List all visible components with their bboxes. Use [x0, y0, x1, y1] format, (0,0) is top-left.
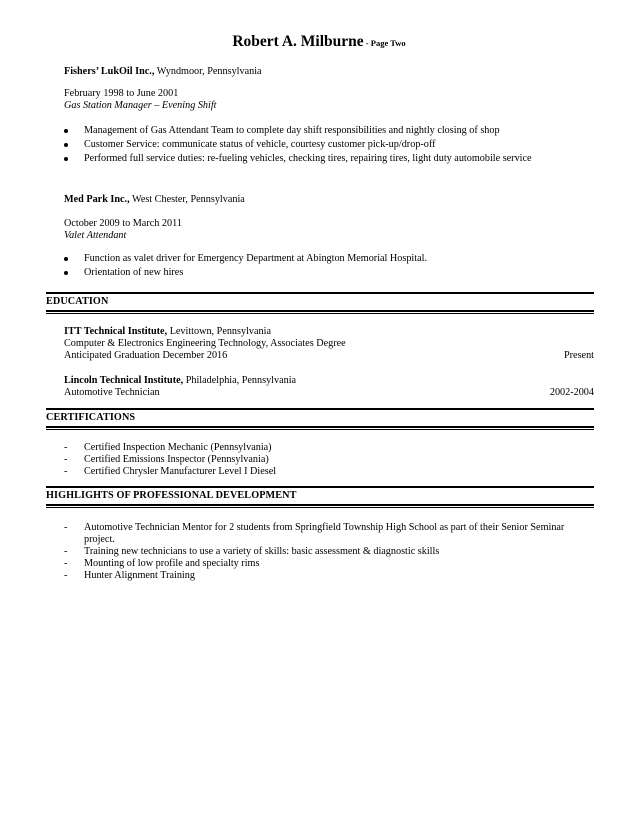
list-item: Function as valet driver for Emergency Department at Abington Memorial Hospital.: [64, 252, 594, 266]
dash-icon: -: [64, 442, 68, 453]
school-name: Lincoln Technical Institute,: [64, 375, 184, 386]
job-duties: [64, 124, 594, 166]
divider: [46, 310, 594, 312]
divider: [46, 429, 594, 430]
section-title: CERTIFICATIONS: [46, 412, 136, 423]
certifications-list: [64, 442, 594, 478]
school-program: Computer & Electronics Engineering Technology, Associates Degree: [64, 338, 346, 349]
bullet-icon: [64, 257, 68, 261]
divider: [46, 408, 594, 410]
candidate-name: Robert A. Milburne: [232, 33, 364, 50]
job-dates-block: [64, 218, 594, 242]
list-item: Management of Gas Attendant Team to complete day shift responsibilities and nightly closing of shop: [64, 124, 594, 138]
page-header: [0, 33, 638, 50]
divider: [46, 426, 594, 428]
list-item: Customer Service: communicate status of vehicle, courtesy customer pick-up/drop-off: [64, 138, 594, 152]
list-item: - Hunter Alignment Training: [64, 570, 195, 581]
company-location: West Chester, Pennsylvania: [129, 194, 245, 205]
education-entry: [64, 326, 594, 362]
dash-icon: -: [64, 454, 68, 465]
job-title: Gas Station Manager – Evening Shift: [64, 100, 217, 111]
school-date: Present: [564, 350, 594, 361]
dash-icon: -: [64, 522, 68, 533]
highlights-section-heading: [46, 486, 594, 508]
list-item: - Certified Inspection Mechanic (Pennsylvania): [64, 442, 272, 453]
page-number-label: - Page Two: [363, 38, 406, 48]
bullet-icon: [64, 271, 68, 275]
school-name: ITT Technical Institute,: [64, 326, 168, 337]
list-item: - Mounting of low profile and specialty rims: [64, 558, 260, 569]
divider: [46, 313, 594, 314]
school-detail: Anticipated Graduation December 2016: [64, 350, 228, 361]
dash-icon: -: [64, 546, 68, 557]
education-section-heading: [46, 292, 594, 314]
list-item: - Automotive Technician Mentor for 2 students from Springfield Township High School as part of their Senior Seminar project.: [64, 522, 565, 545]
certifications-section-heading: [46, 408, 594, 430]
list-item: - Training new technicians to use a variety of skills: basic assessment & diagnostic skills: [64, 546, 440, 557]
job-entry: [64, 194, 594, 206]
list-item: Orientation of new hires: [64, 266, 594, 280]
company-name: Med Park Inc.,: [64, 194, 130, 205]
company-location: Wyndmoor, Pennsylvania: [154, 66, 262, 77]
section-title: EDUCATION: [46, 296, 109, 307]
school-location: Levittown, Pennsylvania: [167, 326, 271, 337]
school-date: 2002-2004: [549, 387, 594, 398]
job-duties: [64, 252, 594, 280]
divider: [46, 507, 594, 508]
dash-icon: -: [64, 466, 68, 477]
company-name: Fishers’ LukOil Inc.,: [64, 66, 155, 77]
job-dates: February 1998 to June 2001: [64, 88, 179, 99]
job-title: Valet Attendant: [64, 230, 127, 241]
job-dates: October 2009 to March 2011: [64, 218, 182, 229]
job-dates-block: [64, 88, 594, 112]
divider: [46, 486, 594, 488]
divider: [46, 292, 594, 294]
bullet-icon: [64, 129, 68, 133]
education-entry: [64, 375, 594, 399]
school-detail: Automotive Technician: [64, 387, 160, 398]
highlights-list: [64, 522, 584, 582]
dash-icon: -: [64, 570, 68, 581]
list-item: - Certified Emissions Inspector (Pennsylvania): [64, 454, 269, 465]
section-title: HIGHLIGHTS OF PROFESSIONAL DEVELOPMENT: [46, 490, 297, 501]
school-location: Philadelphia, Pennsylvania: [183, 375, 297, 386]
divider: [46, 504, 594, 506]
dash-icon: -: [64, 558, 68, 569]
bullet-icon: [64, 157, 68, 161]
list-item: - Certified Chrysler Manufacturer Level I Diesel: [64, 466, 277, 477]
list-item: Performed full service duties: re-fueling vehicles, checking tires, repairing tires, light duty automobile service: [64, 152, 594, 166]
bullet-icon: [64, 143, 68, 147]
job-entry: [64, 66, 594, 78]
